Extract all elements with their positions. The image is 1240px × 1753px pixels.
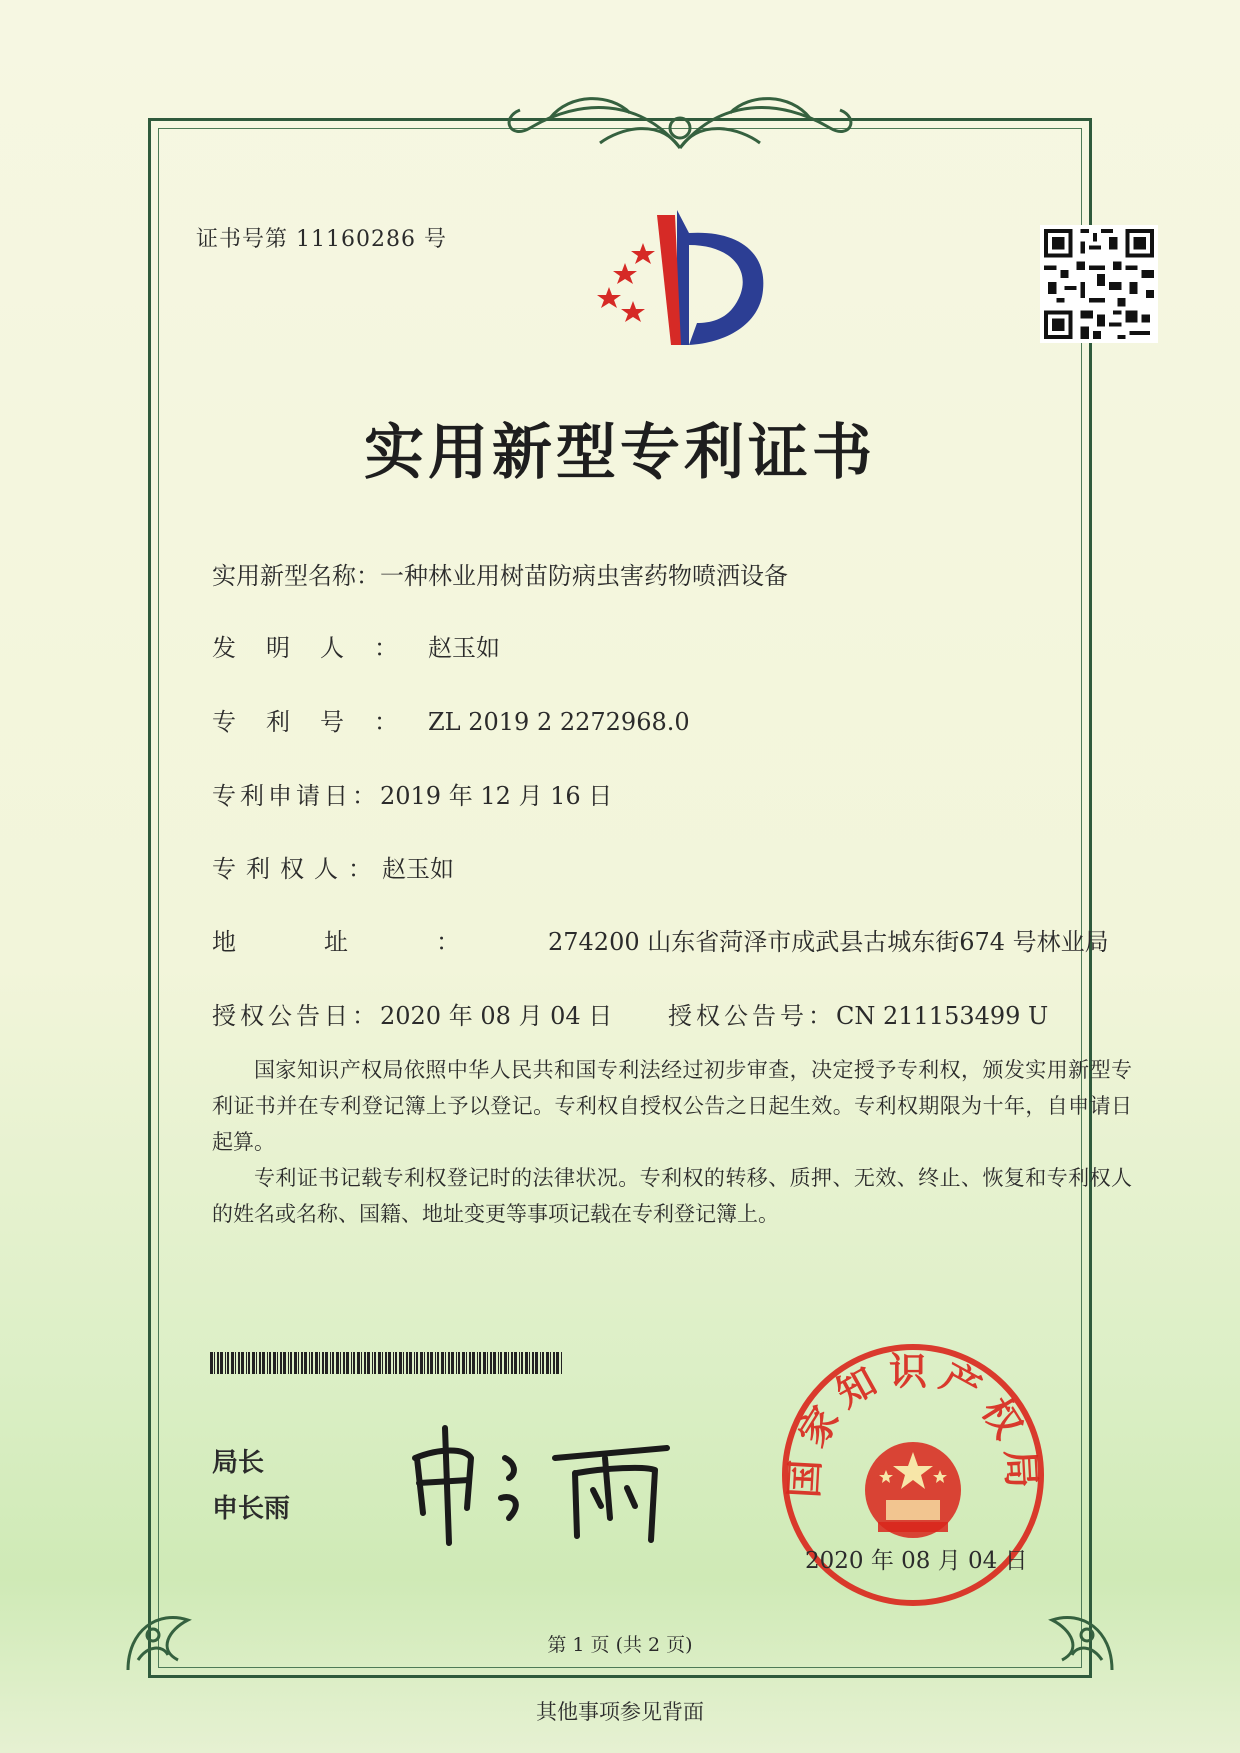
field-label: 地址： [212, 928, 548, 956]
field-value: 2019 年 12 月 16 日 [380, 782, 613, 810]
certificate-number-label: 证书号第 [196, 227, 289, 252]
field-label: 专利权人： [212, 855, 382, 883]
field-label: 发明人： [212, 634, 428, 662]
seal-text: 国家知识产权局 [781, 1349, 1045, 1499]
field-label: 专利号： [212, 708, 428, 736]
certificate-number-value: 11160286 [296, 227, 416, 252]
field-value: 274200 山东省菏泽市成武县古城东街674 号林业局 [548, 928, 1109, 956]
field-grant-publication-number [668, 996, 1048, 1031]
field-value: 一种林业用树苗防病虫害药物喷洒设备 [380, 562, 788, 590]
handwritten-signature-icon [405, 1418, 680, 1548]
field-value: 2020 年 08 月 04 日 [380, 1002, 613, 1030]
seal-date: 2020 年 08 月 04 日 [805, 1548, 1028, 1574]
field-grant-date [212, 996, 612, 1031]
barcode-icon [210, 1352, 566, 1374]
certificate-number-suffix: 号 [424, 227, 448, 252]
signatory-name: 申长雨 [212, 1494, 291, 1524]
field-inventor [212, 628, 500, 663]
certificate-number [196, 222, 447, 253]
field-application-date [212, 776, 612, 811]
page-indicator: 第 1 页 (共 2 页) [547, 1634, 693, 1656]
footer-note: 其他事项参见背面 [536, 1700, 704, 1724]
cnipa-logo-icon [585, 205, 775, 350]
field-label: 授权公告日： [212, 1002, 380, 1030]
qr-code-icon [1040, 225, 1158, 343]
signatory-title: 局长 [212, 1448, 265, 1478]
field-patent-number [212, 702, 690, 737]
field-utility-model-name [212, 556, 788, 591]
field-label: 授权公告号： [668, 1002, 836, 1030]
certificate-title: 实用新型专利证书 [364, 418, 876, 488]
field-address [212, 922, 1109, 957]
field-label: 实用新型名称： [212, 562, 380, 590]
field-label: 专利申请日： [212, 782, 380, 810]
statement-paragraph: 专利证书记载专利权登记时的法律状况。专利权的转移、质押、无效、终止、恢复和专利权人的姓名或名称、国籍、地址变更等事项记载在专利登记簿上。 [212, 1166, 1132, 1226]
field-value: 赵玉如 [382, 855, 454, 883]
field-patentee [212, 849, 454, 884]
field-value: 赵玉如 [428, 634, 500, 662]
top-ornament-icon [490, 88, 870, 160]
field-value: ZL 2019 2 2272968.0 [428, 708, 690, 736]
statement-paragraph: 国家知识产权局依照中华人民共和国专利法经过初步审查，决定授予专利权，颁发实用新型专利证书并在专利登记簿上予以登记。专利权自授权公告之日起生效。专利权期限为十年，自申请日起算。 [212, 1058, 1132, 1154]
field-value: CN 211153499 U [836, 1002, 1049, 1030]
